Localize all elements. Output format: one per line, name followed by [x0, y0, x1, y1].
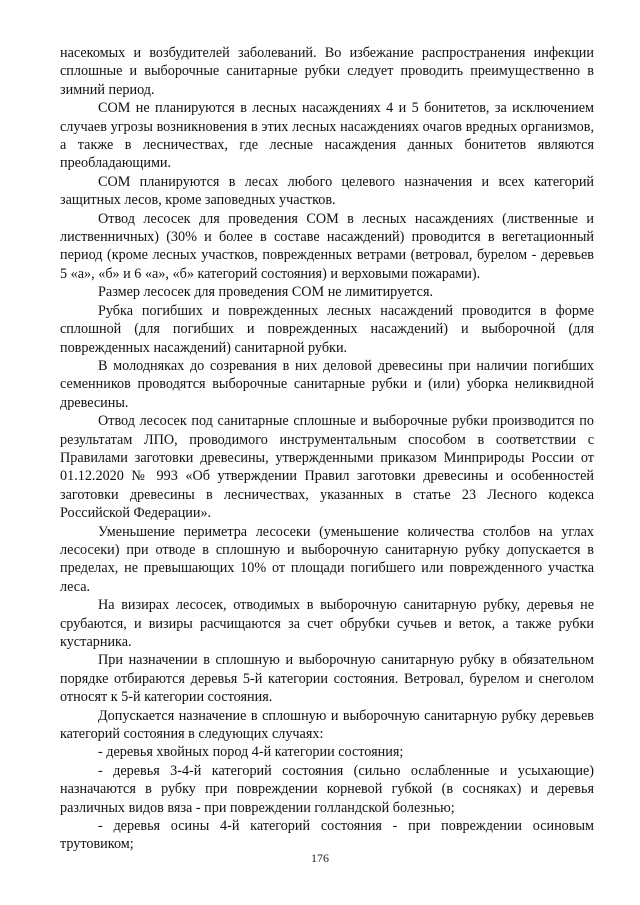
- paragraph: При назначении в сплошную и выборочную санитарную рубку в обязательном порядке отбираются деревья 5-й категории состояния. Ветровал, бурелом и снеголом относят к 5-й категории состояния.: [60, 652, 594, 706]
- list-item: - деревья осины 4-й категорий состояния - при повреждении осиновым трутовиком;: [60, 818, 594, 853]
- paragraph: Уменьшение периметра лесосеки (уменьшение количества столбов на углах лесосеки) при отводе в сплошную и выборочную санитарную рубку допускается в пределах, не превышающих 10% от площади погибшего или поврежденного участка леса.: [60, 523, 594, 595]
- list-item: - деревья 3-4-й категорий состояния (сильно ослабленные и усыхающие) назначаются в рубку при повреждении корневой губкой (в сосняках) и деревья различных видов вяза - при повреждении голландской болезнью;: [60, 762, 594, 816]
- document-body: [60, 44, 594, 854]
- paragraph: Отвод лесосек для проведения СОМ в лесных насаждениях (лиственные и лиственничных) (30% и более в составе насаждений) проводится в вегетационный период (кроме лесных участков, поврежденных ветрами (ветровал, бурелом - деревьев 5 «а», «б» и 6 «а», «б» категорий состояния) и верховыми пожарами).: [60, 210, 594, 282]
- paragraph: Рубка погибших и поврежденных лесных насаждений проводится в форме сплошной (для погибших и поврежденных насаждений) и выборочной (для поврежденных насаждений) санитарной рубки.: [60, 302, 594, 356]
- paragraph: СОМ не планируются в лесных насаждениях 4 и 5 бонитетов, за исключением случаев угрозы возникновения в этих лесных насаждениях очагов вредных организмов, а также в лесничествах, где лесные насаждения данных бонитетов являются преобладающими.: [60, 100, 594, 172]
- paragraph: Отвод лесосек под санитарные сплошные и выборочные рубки производится по результатам ЛПО, проводимого инструментальным способом в соответствии с Правилами заготовки древесины, утвержденными приказом Минприроды России от 01.12.2020 № 993 «Об утверждении Правил заготовки древесины и особенностей заготовки древесины в лесничествах, указанных в статье 23 Лесного кодекса Российской Федерации».: [60, 413, 594, 522]
- list-item: - деревья хвойных пород 4-й категории состояния;: [98, 744, 404, 761]
- paragraph: На визирах лесосек, отводимых в выборочную санитарную рубку, деревья не срубаются, и визиры расчищаются за счет обрубки сучьев и веток, а также рубки кустарника.: [60, 597, 594, 650]
- paragraph: Допускается назначение в сплошную и выборочную санитарную рубку деревьев категорий состояния в следующих случаях:: [60, 707, 594, 743]
- page-number: 176: [311, 851, 329, 865]
- paragraph: В молодняках до созревания в них деловой древесины при наличии погибших семенников проводятся выборочные санитарные рубки и (или) уборка неликвидной древесины.: [60, 357, 594, 411]
- paragraph: СОМ планируются в лесах любого целевого назначения и всех категорий защитных лесов, кроме заповедных участков.: [60, 173, 594, 209]
- paragraph-continuation: насекомых и возбудителей заболеваний. Во избежание распространения инфекции сплошные и выборочные санитарные рубки следует проводить преимущественно в зимний период.: [60, 45, 594, 98]
- paragraph: Размер лесосек для проведения СОМ не лимитируется.: [98, 284, 434, 301]
